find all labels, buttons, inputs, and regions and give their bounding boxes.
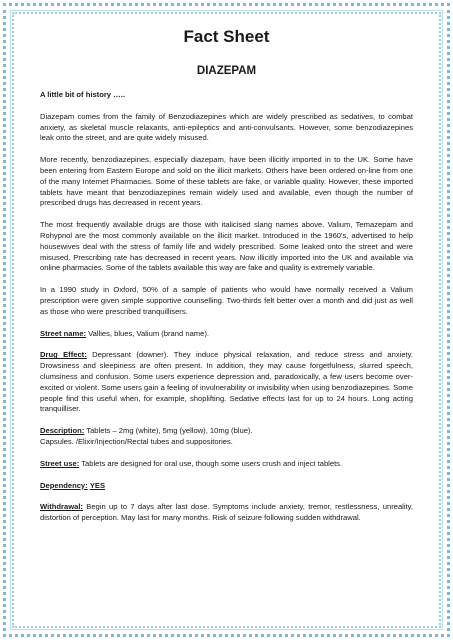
street-use-section <box>40 459 413 470</box>
withdrawal-text: Begin up to 7 days after last dose. Symptoms include anxiety, tremor, restlessness, unreality, distortion of perception. May last for many months. Risk of seizure following sudden withdrawal. <box>40 502 413 523</box>
history-paragraph-1: Diazepam comes from the family of Benzodiazepines which are widely prescribed as sedatives, to combat anxiety, as skeletal muscle relaxants, anti-epileptics and anti-convulsants. However, some benzodiazepines leak onto the street, and are quite widely misused. <box>40 111 413 143</box>
street-name-text: Vallies, blues, Valium (brand name). <box>86 328 209 338</box>
page-title: Fact Sheet <box>183 27 270 46</box>
history-heading: A little bit of history ….. <box>40 90 125 99</box>
description-section <box>40 426 413 437</box>
street-name-section <box>40 329 413 340</box>
document-content <box>40 18 413 524</box>
dependency-value: YES <box>89 480 106 490</box>
withdrawal-label: Withdrawal: <box>40 502 83 512</box>
withdrawal-section <box>40 502 413 524</box>
description-text: Tablets – 2mg (white), 5mg (yellow), 10mg (blue). <box>84 426 253 436</box>
history-paragraph-2: More recently, benzodiazepines, especially diazepam, have been illicitly imported in to the UK. Some have been entering from Eastern Europe and sold on the illicit markets. Others have been ordered on-line from one of the many Internet Pharmacies. Some of these tablets are fake, or variable quality. However, these imported tablets have meant that benzodiazepines remain widely used and available, even though the number of prescribed drugs has decreased in recent years. <box>40 155 413 208</box>
history-paragraph-4: In a 1990 study in Oxford, 50% of a sample of patients who would have normally received a Valium prescription were given simple supportive counselling. Two-thirds felt better over a month and did just as well as those who were prescribed tranquillisers. <box>40 285 413 316</box>
dependency-section <box>40 481 413 492</box>
drug-effect-text: Depressant (downer). They induce physical relaxation, and reduce stress and anxiety. Drowsiness and sleepiness are often present. In addition, they may cause forgetfulness, slurred speech, clumsiness and confusion. Some users experience depression and, paradoxically, a few users become over-excited or violent. Some users gain a feeling of invulnerability or invisibility when using benzodiazepines. Some people find this useful when, for example, shoplifting. Sedative effects last for up to 24 hours. Long acting tranquilliser. <box>40 350 414 414</box>
street-use-text: Tablets are designed for oral use, though some users crush and inject tablets. <box>79 458 343 468</box>
street-name-label: Street name: <box>40 328 87 338</box>
drug-effect-label: Drug Effect: <box>40 350 87 360</box>
drug-effect-section <box>40 350 413 415</box>
dependency-label: Dependency: <box>40 480 88 490</box>
description-label: Description: <box>40 426 85 436</box>
history-paragraph-3: The most frequently available drugs are those with italicised slang names above. Valium, Temazepam and Rohypnol are the most commonly available on the illicit market. Introduced in the 1960's, advertised to help housewives deal with the stress of family life and widely prescribed. Some leaked onto the street and were misused. Prescribing rate has decreased in recent years. Now illicitly imported into the UK and available via online pharmacies. Some of the tablets available this way are fake and quality is extremely variable. <box>40 220 413 273</box>
street-use-label: Street use: <box>40 458 80 468</box>
drug-name-heading: DIAZEPAM <box>196 65 257 77</box>
description-line-2: Capsules. /Elixir/Injection/Rectal tubes and suppositories. <box>40 436 233 446</box>
